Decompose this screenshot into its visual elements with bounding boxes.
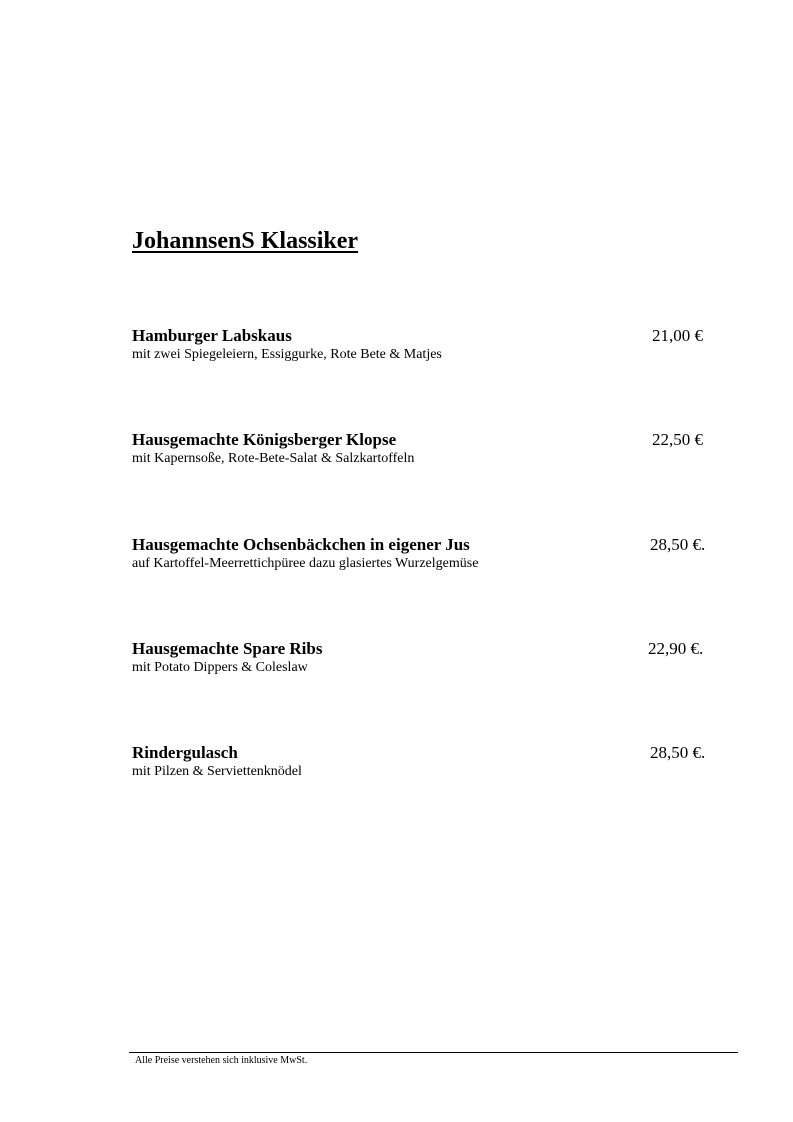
- menu-item-labskaus: [132, 326, 712, 363]
- menu-item-price: 28,50 €.: [650, 535, 706, 554]
- menu-item-description: mit Kapernsoße, Rote-Bete-Salat & Salzkartoffeln: [132, 451, 415, 466]
- menu-item-description: mit Pilzen & Serviettenknödel: [132, 764, 302, 779]
- menu-item-price: 28,50 €.: [650, 743, 706, 762]
- menu-item-ochsenbaeckchen: [132, 535, 712, 572]
- menu-item-name: Hausgemachte Ochsenbäckchen in eigener Jus: [132, 535, 470, 554]
- menu-item-name: Hamburger Labskaus: [132, 326, 292, 345]
- menu-item-rindergulasch: [132, 743, 712, 780]
- menu-item-name: Hausgemachte Königsberger Klopse: [132, 430, 397, 449]
- menu-title: JohannsenS Klassiker: [132, 228, 359, 254]
- menu-item-name: Rindergulasch: [132, 743, 238, 762]
- footer-note: Alle Preise verstehen sich inklusive MwSt.: [135, 1055, 308, 1066]
- footer-divider: [129, 1052, 738, 1053]
- menu-item-name: Hausgemachte Spare Ribs: [132, 639, 323, 658]
- menu-item-description: auf Kartoffel-Meerrettichpüree dazu glasiertes Wurzelgemüse: [132, 556, 479, 571]
- menu-item-koenigsberger-klopse: [132, 430, 712, 467]
- menu-item-spare-ribs: [132, 639, 712, 676]
- menu-item-price: 22,50 €: [652, 430, 703, 449]
- menu-item-description: mit zwei Spiegeleiern, Essiggurke, Rote Bete & Matjes: [132, 347, 442, 362]
- menu-item-price: 22,90 €.: [648, 639, 704, 658]
- menu-item-description: mit Potato Dippers & Coleslaw: [132, 660, 308, 675]
- menu-item-price: 21,00 €: [652, 326, 703, 345]
